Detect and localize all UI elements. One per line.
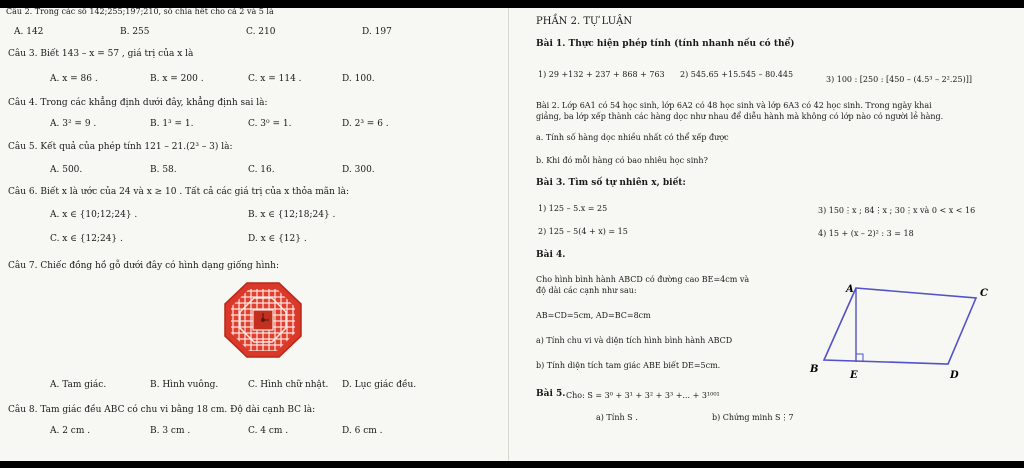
q2-option-c: C. 210 [246, 27, 276, 37]
label-e: E [850, 370, 858, 381]
exercise-2-line-2: giảng, ba lớp xếp thành các hàng dọc như nhau để diễu hành mà không có lớp nào có người lẻ hàng. [536, 112, 944, 121]
octagon-clock-image [224, 282, 302, 358]
q8-option-b: B. 3 cm . [150, 426, 191, 436]
q8-option-c: C. 4 cm . [248, 426, 289, 436]
q2-option-b: B. 255 [120, 27, 150, 37]
q5-option-c: C. 16. [248, 165, 275, 175]
q3-option-a: A. x = 86 . [50, 74, 98, 84]
question-4-stem: Câu 4. Trong các khẳng định dưới đây, khẳng định sai là: [8, 98, 268, 108]
q2-option-d: D. 197 [362, 27, 392, 37]
q2-option-a: A. 142 [14, 27, 44, 37]
q6-option-b: B. x ∈ {12;18;24} . [248, 210, 336, 220]
q3-option-b: B. x = 200 . [150, 74, 204, 84]
exercise-1-item-3: 3) 100 : [250 : [450 – (4.5³ – 2².25)]] [826, 75, 972, 84]
question-2-stem: Câu 2. Trong các số 142;255;197;210, số chia hết cho cả 2 và 5 là [6, 8, 274, 16]
q3-option-c: C. x = 114 . [248, 74, 302, 84]
exercise-3-item-1: 1) 125 – 5.x = 25 [538, 204, 608, 213]
q5-option-a: A. 500. [50, 165, 83, 175]
exercise-3-item-3: 3) 150⋮x ; 84⋮x ; 30⋮x và 0 < x < 16 [818, 206, 976, 215]
question-7-stem: Câu 7. Chiếc đồng hồ gỗ dưới đây có hình dạng giống hình: [8, 261, 279, 271]
label-c: C [980, 288, 988, 299]
column-divider [508, 8, 509, 461]
exercise-1-title: Bài 1. Thực hiện phép tính (tính nhanh nếu có thể) [536, 39, 795, 49]
exercise-4-part-a: a) Tính chu vi và diện tích hình bình hành ABCD [536, 336, 733, 345]
q4-option-b: B. 1³ = 1. [150, 119, 194, 129]
parallelogram-figure [804, 276, 1004, 388]
question-8-stem: Câu 8. Tam giác đều ABC có chu vi bằng 18 cm. Độ dài cạnh BC là: [8, 405, 316, 415]
exercise-2-line-1: Bài 2. Lớp 6A1 có 54 học sinh, lớp 6A2 có 48 học sinh và lớp 6A3 có 42 học sinh. Trong ngày khai [536, 101, 932, 110]
label-a: A [846, 284, 854, 295]
question-3-stem: Câu 3. Biết 143 – x = 57 , giá trị của x là [8, 49, 194, 59]
q7-option-c: C. Hình chữ nhật. [248, 380, 329, 390]
exercise-1-item-2: 2) 545.65 +15.545 – 80.445 [680, 70, 794, 79]
question-6-stem: Câu 6. Biết x là ước của 24 và x ≥ 10 . Tất cả các giá trị của x thỏa mãn là: [8, 187, 350, 197]
exercise-2-part-b: b. Khi đó mỗi hàng có bao nhiêu học sinh? [536, 156, 708, 165]
exercise-4-sides: AB=CD=5cm, AD=BC=8cm [536, 311, 651, 320]
exercise-5-part-b: b) Chứng minh S⋮7 [712, 413, 794, 422]
exercise-4-part-b: b) Tính diện tích tam giác ABE biết DE=5cm. [536, 361, 721, 370]
q4-option-a: A. 3² = 9 . [50, 119, 97, 129]
q4-option-d: D. 2³ = 6 . [342, 119, 389, 129]
q7-option-d: D. Lục giác đều. [342, 380, 417, 390]
exercise-5-title: Bài 5. [536, 389, 566, 399]
q8-option-d: D. 6 cm . [342, 426, 383, 436]
q5-option-b: B. 58. [150, 165, 177, 175]
q7-option-a: A. Tam giác. [50, 380, 107, 390]
exercise-4-line-1: Cho hình bình hành ABCD có đường cao BE=4cm và [536, 275, 750, 284]
q6-option-a: A. x ∈ {10;12;24} . [50, 210, 138, 220]
exercise-3-item-2: 2) 125 – 5(4 + x) = 15 [538, 227, 628, 236]
exercise-5-expression: Cho: S = 3⁰ + 3¹ + 3² + 3³ +... + 3¹⁰⁰¹ [566, 391, 720, 400]
q7-option-b: B. Hình vuông. [150, 380, 219, 390]
q8-option-a: A. 2 cm . [50, 426, 91, 436]
exercise-5-part-a: a) Tính S . [596, 413, 638, 422]
worksheet-page [0, 8, 1024, 461]
exercise-3-title: Bài 3. Tìm số tự nhiên x, biết: [536, 178, 686, 188]
label-d: D [950, 370, 959, 381]
question-5-stem: Câu 5. Kết quả của phép tính 121 – 21.(2³ – 3) là: [8, 142, 233, 152]
q4-option-c: C. 3⁰ = 1. [248, 119, 292, 129]
q3-option-d: D. 100. [342, 74, 375, 84]
exercise-2-part-a: a. Tính số hàng dọc nhiều nhất có thể xếp được [536, 133, 729, 142]
exercise-4-title: Bài 4. [536, 250, 566, 260]
part-2-title: PHẦN 2. TỰ LUẬN [536, 16, 633, 27]
exercise-4-line-2: độ dài các cạnh như sau: [536, 286, 637, 295]
parallelogram-shape [824, 288, 976, 364]
q5-option-d: D. 300. [342, 165, 375, 175]
q6-option-d: D. x ∈ {12} . [248, 234, 307, 244]
label-b: B [810, 364, 819, 375]
q6-option-c: C. x ∈ {12;24} . [50, 234, 123, 244]
exercise-3-item-4: 4) 15 + (x – 2)² : 3 = 18 [818, 229, 914, 238]
exercise-1-item-1: 1) 29 +132 + 237 + 868 + 763 [538, 70, 665, 79]
